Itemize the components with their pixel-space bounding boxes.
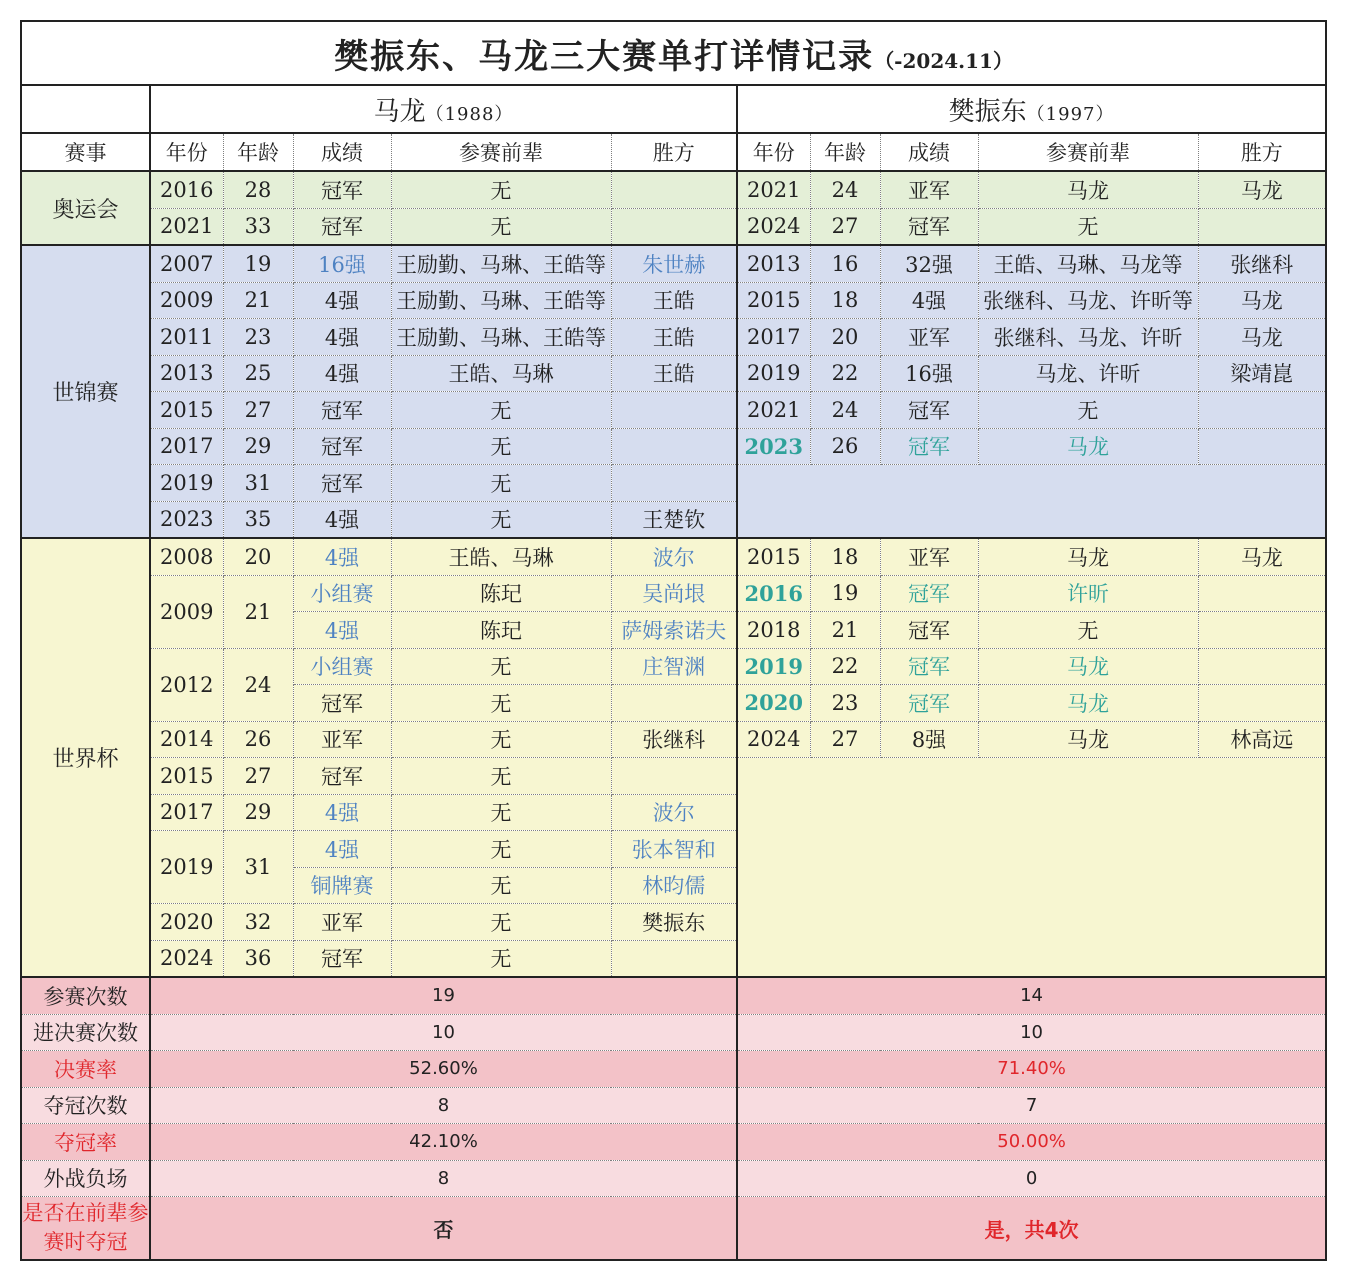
age-cell: 16 <box>810 245 880 282</box>
year-cell: 2013 <box>737 245 810 282</box>
winner-cell: 马龙 <box>1198 319 1326 356</box>
stat-row <box>21 1160 1326 1197</box>
result-cell: 亚军 <box>880 538 978 575</box>
stat-value-fzd: 10 <box>737 1014 1326 1051</box>
age-cell: 29 <box>223 794 293 831</box>
result-cell: 32强 <box>880 245 978 282</box>
seniors-cell: 马龙 <box>978 685 1198 722</box>
year-cell: 2019 <box>737 648 810 685</box>
seniors-cell: 王励勤、马琳、王皓等 <box>391 319 611 356</box>
result-cell: 冠军 <box>880 685 978 722</box>
seniors-cell: 无 <box>391 867 611 904</box>
seniors-cell: 王励勤、马琳、王皓等 <box>391 282 611 319</box>
age-cell: 31 <box>223 465 293 502</box>
age-cell: 36 <box>223 940 293 977</box>
year-cell: 2013 <box>150 355 223 392</box>
result-cell: 16强 <box>293 245 391 282</box>
year-cell: 2008 <box>150 538 223 575</box>
year-cell: 2017 <box>737 319 810 356</box>
age-cell: 27 <box>810 208 880 245</box>
year-cell: 2011 <box>150 319 223 356</box>
seniors-cell: 无 <box>391 171 611 208</box>
col-header-age: 年龄 <box>810 133 880 171</box>
year-cell: 2017 <box>150 428 223 465</box>
seniors-cell: 无 <box>391 721 611 758</box>
result-cell: 亚军 <box>293 721 391 758</box>
winner-cell: 梁靖崑 <box>1198 355 1326 392</box>
year-cell: 2020 <box>737 685 810 722</box>
result-cell: 冠军 <box>880 208 978 245</box>
winner-cell: 朱世赫 <box>611 245 737 282</box>
year-cell: 2020 <box>150 904 223 941</box>
seniors-cell: 张继科、马龙、许昕 <box>978 319 1198 356</box>
stat-value-malong: 8 <box>150 1160 737 1197</box>
age-cell: 26 <box>223 721 293 758</box>
result-cell: 冠军 <box>880 612 978 649</box>
result-cell: 冠军 <box>293 208 391 245</box>
col-header-year: 年份 <box>737 133 810 171</box>
winner-cell: 林昀儒 <box>611 867 737 904</box>
year-cell: 2023 <box>150 501 223 538</box>
result-cell: 冠军 <box>293 392 391 429</box>
seniors-cell: 马龙 <box>978 171 1198 208</box>
seniors-cell: 陈玘 <box>391 575 611 612</box>
result-cell: 小组赛 <box>293 575 391 612</box>
age-cell: 23 <box>223 319 293 356</box>
winner-cell: 马龙 <box>1198 171 1326 208</box>
age-cell: 23 <box>810 685 880 722</box>
seniors-cell: 王皓、马琳 <box>391 355 611 392</box>
year-cell: 2015 <box>737 538 810 575</box>
year-cell: 2015 <box>737 282 810 319</box>
stat-value-fzd: 7 <box>737 1087 1326 1124</box>
olympics-group <box>21 171 1326 245</box>
table-row <box>21 392 1326 429</box>
table-row <box>21 721 1326 758</box>
winner-cell <box>611 465 737 502</box>
year-cell: 2019 <box>150 465 223 502</box>
seniors-cell: 王励勤、马琳、王皓等 <box>391 245 611 282</box>
winner-cell: 张本智和 <box>611 831 737 868</box>
col-header-result: 成绩 <box>880 133 978 171</box>
table-row <box>21 758 1326 795</box>
seniors-cell: 王皓、马琳 <box>391 538 611 575</box>
result-cell: 4强 <box>293 538 391 575</box>
seniors-cell: 马龙 <box>978 648 1198 685</box>
col-header-seniors: 参赛前辈 <box>391 133 611 171</box>
seniors-cell: 无 <box>391 465 611 502</box>
player-name: 樊振东 <box>948 96 1027 127</box>
winner-cell: 马龙 <box>1198 282 1326 319</box>
age-cell: 27 <box>223 392 293 429</box>
year-cell: 2021 <box>737 171 810 208</box>
age-cell: 28 <box>223 171 293 208</box>
player-birth-year: （1997） <box>1026 103 1115 125</box>
winner-cell <box>1198 575 1326 612</box>
result-cell: 4强 <box>293 501 391 538</box>
seniors-cell: 无 <box>391 648 611 685</box>
seniors-cell: 无 <box>391 758 611 795</box>
stat-label: 是否在前辈参赛时夺冠 <box>21 1197 150 1261</box>
winner-cell: 林高远 <box>1198 721 1326 758</box>
player-header-malong <box>150 85 737 133</box>
winner-cell <box>611 392 737 429</box>
stat-label: 进决赛次数 <box>21 1014 150 1051</box>
year-cell: 2009 <box>150 282 223 319</box>
result-cell: 铜牌赛 <box>293 867 391 904</box>
age-cell: 27 <box>223 758 293 795</box>
result-cell: 冠军 <box>293 758 391 795</box>
winner-cell: 王皓 <box>611 355 737 392</box>
seniors-cell: 王皓、马琳、马龙等 <box>978 245 1198 282</box>
stat-value-fzd: 是，共4次 <box>737 1197 1326 1261</box>
winner-cell <box>1198 428 1326 465</box>
table-row <box>21 648 1326 685</box>
stat-row <box>21 1014 1326 1051</box>
player-name: 马龙 <box>373 96 426 127</box>
result-cell: 4强 <box>293 282 391 319</box>
result-cell: 亚军 <box>880 171 978 208</box>
stat-row <box>21 1124 1326 1161</box>
stats-section <box>21 977 1326 1260</box>
col-header-result: 成绩 <box>293 133 391 171</box>
stat-value-fzd: 14 <box>737 977 1326 1014</box>
winner-cell <box>611 758 737 795</box>
age-cell: 25 <box>223 355 293 392</box>
winner-cell: 萨姆索诺夫 <box>611 612 737 649</box>
player-header-fzd <box>737 85 1326 133</box>
winner-cell: 王楚钦 <box>611 501 737 538</box>
age-cell: 31 <box>223 831 293 904</box>
winner-cell: 张继科 <box>611 721 737 758</box>
winner-cell: 樊振东 <box>611 904 737 941</box>
age-cell: 22 <box>810 355 880 392</box>
winner-cell <box>611 208 737 245</box>
age-cell: 33 <box>223 208 293 245</box>
seniors-cell: 无 <box>978 392 1198 429</box>
seniors-cell: 张继科、马龙、许昕等 <box>978 282 1198 319</box>
seniors-cell: 无 <box>391 940 611 977</box>
title-main: 樊振东、马龙三大赛单打详情记录 <box>334 36 875 77</box>
winner-cell <box>611 428 737 465</box>
table-row <box>21 465 1326 502</box>
event-label-worlds: 世锦赛 <box>21 245 150 538</box>
year-cell: 2016 <box>150 171 223 208</box>
stat-value-fzd: 71.40% <box>737 1051 1326 1088</box>
year-cell: 2021 <box>737 392 810 429</box>
col-header-winner: 胜方 <box>611 133 737 171</box>
winner-cell <box>1198 685 1326 722</box>
winner-cell: 马龙 <box>1198 538 1326 575</box>
seniors-cell: 无 <box>978 612 1198 649</box>
winner-cell <box>1198 648 1326 685</box>
result-cell: 冠军 <box>880 392 978 429</box>
col-header-year: 年份 <box>150 133 223 171</box>
stat-value-malong: 19 <box>150 977 737 1014</box>
winner-cell <box>1198 208 1326 245</box>
table-row <box>21 245 1326 282</box>
player-birth-year: （1988） <box>425 103 514 125</box>
age-cell: 24 <box>810 171 880 208</box>
table-row <box>21 538 1326 575</box>
record-table <box>20 20 1327 1261</box>
age-cell: 18 <box>810 282 880 319</box>
year-cell: 2014 <box>150 721 223 758</box>
year-cell: 2012 <box>150 648 223 721</box>
age-cell: 27 <box>810 721 880 758</box>
year-cell: 2024 <box>737 721 810 758</box>
result-cell: 冠军 <box>880 428 978 465</box>
col-header-seniors: 参赛前辈 <box>978 133 1198 171</box>
stat-value-malong: 否 <box>150 1197 737 1261</box>
age-cell: 21 <box>223 575 293 648</box>
year-cell: 2009 <box>150 575 223 648</box>
age-cell: 21 <box>810 612 880 649</box>
winner-cell: 王皓 <box>611 282 737 319</box>
stat-row <box>21 1197 1326 1261</box>
stat-value-malong: 42.10% <box>150 1124 737 1161</box>
winner-cell: 波尔 <box>611 794 737 831</box>
age-cell: 21 <box>223 282 293 319</box>
result-cell: 亚军 <box>880 319 978 356</box>
year-cell: 2023 <box>737 428 810 465</box>
seniors-cell: 无 <box>391 831 611 868</box>
stat-label: 外战负场 <box>21 1160 150 1197</box>
year-cell: 2019 <box>737 355 810 392</box>
result-cell: 16强 <box>880 355 978 392</box>
table-row <box>21 355 1326 392</box>
stat-label: 夺冠次数 <box>21 1087 150 1124</box>
age-cell: 24 <box>223 648 293 721</box>
col-header-winner: 胜方 <box>1198 133 1326 171</box>
age-cell: 22 <box>810 648 880 685</box>
seniors-cell: 马龙 <box>978 538 1198 575</box>
worldcup-group <box>21 538 1326 977</box>
age-cell: 35 <box>223 501 293 538</box>
year-cell: 2024 <box>150 940 223 977</box>
seniors-cell: 马龙 <box>978 428 1198 465</box>
age-cell: 24 <box>810 392 880 429</box>
corner-cell <box>21 85 150 133</box>
page-title <box>21 21 1326 85</box>
winner-cell: 王皓 <box>611 319 737 356</box>
seniors-cell: 无 <box>391 501 611 538</box>
result-cell: 4强 <box>293 831 391 868</box>
result-cell: 冠军 <box>293 171 391 208</box>
result-cell: 小组赛 <box>293 648 391 685</box>
year-cell: 2017 <box>150 794 223 831</box>
result-cell: 冠军 <box>293 465 391 502</box>
event-label-olympics: 奥运会 <box>21 171 150 245</box>
stat-row <box>21 1051 1326 1088</box>
stat-label: 参赛次数 <box>21 977 150 1014</box>
age-cell: 32 <box>223 904 293 941</box>
seniors-cell: 无 <box>978 208 1198 245</box>
empty-cell <box>737 465 1326 539</box>
table-row <box>21 208 1326 245</box>
age-cell: 20 <box>810 319 880 356</box>
stat-row <box>21 977 1326 1014</box>
year-cell: 2018 <box>737 612 810 649</box>
result-cell: 8强 <box>880 721 978 758</box>
result-cell: 亚军 <box>293 904 391 941</box>
result-cell: 4强 <box>293 319 391 356</box>
stat-value-malong: 10 <box>150 1014 737 1051</box>
result-cell: 4强 <box>293 794 391 831</box>
winner-cell <box>1198 612 1326 649</box>
col-header-age: 年龄 <box>223 133 293 171</box>
year-cell: 2024 <box>737 208 810 245</box>
col-header-event: 赛事 <box>21 133 150 171</box>
winner-cell <box>611 685 737 722</box>
seniors-cell: 无 <box>391 685 611 722</box>
empty-cell <box>737 758 1326 978</box>
winner-cell: 张继科 <box>1198 245 1326 282</box>
stat-value-fzd: 50.00% <box>737 1124 1326 1161</box>
year-cell: 2021 <box>150 208 223 245</box>
stat-value-fzd: 0 <box>737 1160 1326 1197</box>
winner-cell: 波尔 <box>611 538 737 575</box>
age-cell: 19 <box>810 575 880 612</box>
stat-row <box>21 1087 1326 1124</box>
result-cell: 冠军 <box>293 428 391 465</box>
seniors-cell: 马龙 <box>978 721 1198 758</box>
age-cell: 20 <box>223 538 293 575</box>
seniors-cell: 无 <box>391 794 611 831</box>
seniors-cell: 无 <box>391 904 611 941</box>
result-cell: 冠军 <box>293 685 391 722</box>
stat-label: 决赛率 <box>21 1051 150 1088</box>
stat-label: 夺冠率 <box>21 1124 150 1161</box>
seniors-cell: 许昕 <box>978 575 1198 612</box>
stat-value-malong: 52.60% <box>150 1051 737 1088</box>
table-row <box>21 282 1326 319</box>
winner-cell <box>611 940 737 977</box>
result-cell: 4强 <box>880 282 978 319</box>
result-cell: 4强 <box>293 355 391 392</box>
worlds-group <box>21 245 1326 538</box>
age-cell: 19 <box>223 245 293 282</box>
winner-cell <box>611 171 737 208</box>
result-cell: 4强 <box>293 612 391 649</box>
year-cell: 2016 <box>737 575 810 612</box>
year-cell: 2019 <box>150 831 223 904</box>
age-cell: 18 <box>810 538 880 575</box>
winner-cell <box>1198 392 1326 429</box>
record-table-container <box>20 20 1325 1261</box>
table-row <box>21 319 1326 356</box>
year-cell: 2015 <box>150 758 223 795</box>
title-date-range: （-2024.11） <box>874 48 1013 73</box>
table-row <box>21 171 1326 208</box>
seniors-cell: 无 <box>391 392 611 429</box>
year-cell: 2007 <box>150 245 223 282</box>
winner-cell: 庄智渊 <box>611 648 737 685</box>
year-cell: 2015 <box>150 392 223 429</box>
result-cell: 冠军 <box>293 940 391 977</box>
table-row <box>21 428 1326 465</box>
table-row <box>21 575 1326 612</box>
winner-cell: 吴尚垠 <box>611 575 737 612</box>
age-cell: 29 <box>223 428 293 465</box>
seniors-cell: 陈玘 <box>391 612 611 649</box>
result-cell: 冠军 <box>880 575 978 612</box>
seniors-cell: 马龙、许昕 <box>978 355 1198 392</box>
event-label-worldcup: 世界杯 <box>21 538 150 977</box>
seniors-cell: 无 <box>391 208 611 245</box>
seniors-cell: 无 <box>391 428 611 465</box>
stat-value-malong: 8 <box>150 1087 737 1124</box>
age-cell: 26 <box>810 428 880 465</box>
result-cell: 冠军 <box>880 648 978 685</box>
